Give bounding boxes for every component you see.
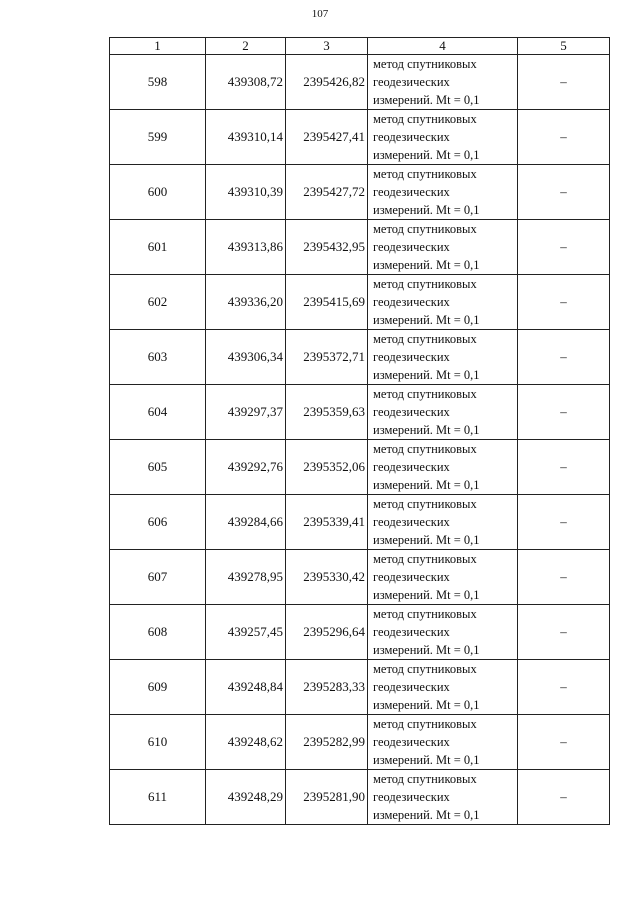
method-line: геодезических <box>373 185 450 199</box>
x-coordinate-cell: 439292,76 <box>206 440 286 495</box>
method-line: измерений. Mt = 0,1 <box>373 203 480 217</box>
point-number-cell: 610 <box>110 715 206 770</box>
x-coordinate-cell: 439278,95 <box>206 550 286 605</box>
y-coordinate-cell: 2395283,33 <box>286 660 368 715</box>
x-coordinate-cell: 439306,34 <box>206 330 286 385</box>
method-line: измерений. Mt = 0,1 <box>373 258 480 272</box>
point-number-cell: 602 <box>110 275 206 330</box>
coordinates-table <box>109 37 610 825</box>
method-line: метод спутниковых <box>373 167 477 181</box>
point-number-cell: 608 <box>110 605 206 660</box>
method-line: метод спутниковых <box>373 332 477 346</box>
method-line: измерений. Mt = 0,1 <box>373 698 480 712</box>
method-line: метод спутниковых <box>373 387 477 401</box>
method-line: метод спутниковых <box>373 662 477 676</box>
table-row <box>110 55 610 110</box>
note-cell: – <box>518 440 610 495</box>
method-line: измерений. Mt = 0,1 <box>373 93 480 107</box>
point-number-cell: 606 <box>110 495 206 550</box>
header-row <box>110 38 610 55</box>
y-coordinate-cell: 2395359,63 <box>286 385 368 440</box>
table-row <box>110 330 610 385</box>
method-line: измерений. Mt = 0,1 <box>373 148 480 162</box>
point-number-cell: 611 <box>110 770 206 825</box>
page-number: 107 <box>311 8 329 20</box>
method-cell <box>368 275 518 330</box>
y-coordinate-cell: 2395282,99 <box>286 715 368 770</box>
note-cell: – <box>518 110 610 165</box>
table-row <box>110 770 610 825</box>
point-number-cell: 598 <box>110 55 206 110</box>
y-coordinate-cell: 2395296,64 <box>286 605 368 660</box>
method-line: измерений. Mt = 0,1 <box>373 313 480 327</box>
method-line: измерений. Mt = 0,1 <box>373 478 480 492</box>
table-row <box>110 440 610 495</box>
table-row <box>110 715 610 770</box>
method-cell <box>368 550 518 605</box>
table-row <box>110 605 610 660</box>
note-cell: – <box>518 605 610 660</box>
method-line: измерений. Mt = 0,1 <box>373 533 480 547</box>
method-line: геодезических <box>373 460 450 474</box>
method-cell <box>368 770 518 825</box>
method-line: измерений. Mt = 0,1 <box>373 368 480 382</box>
method-line: геодезических <box>373 735 450 749</box>
table-row <box>110 660 610 715</box>
note-cell: – <box>518 220 610 275</box>
x-coordinate-cell: 439313,86 <box>206 220 286 275</box>
method-line: метод спутниковых <box>373 607 477 621</box>
point-number-cell: 600 <box>110 165 206 220</box>
x-coordinate-cell: 439336,20 <box>206 275 286 330</box>
y-coordinate-cell: 2395427,72 <box>286 165 368 220</box>
table-header <box>110 38 610 55</box>
method-line: метод спутниковых <box>373 497 477 511</box>
point-number-cell: 603 <box>110 330 206 385</box>
method-line: измерений. Mt = 0,1 <box>373 808 480 822</box>
y-coordinate-cell: 2395427,41 <box>286 110 368 165</box>
method-line: геодезических <box>373 350 450 364</box>
y-coordinate-cell: 2395330,42 <box>286 550 368 605</box>
point-number-cell: 601 <box>110 220 206 275</box>
method-line: геодезических <box>373 625 450 639</box>
method-cell <box>368 715 518 770</box>
method-line: геодезических <box>373 790 450 804</box>
header-col-4: 4 <box>368 38 518 55</box>
header-col-3: 3 <box>286 38 368 55</box>
method-line: геодезических <box>373 570 450 584</box>
note-cell: – <box>518 660 610 715</box>
y-coordinate-cell: 2395415,69 <box>286 275 368 330</box>
table-row <box>110 385 610 440</box>
y-coordinate-cell: 2395281,90 <box>286 770 368 825</box>
method-line: метод спутниковых <box>373 717 477 731</box>
method-cell <box>368 440 518 495</box>
note-cell: – <box>518 495 610 550</box>
method-line: геодезических <box>373 240 450 254</box>
method-cell <box>368 330 518 385</box>
x-coordinate-cell: 439308,72 <box>206 55 286 110</box>
method-line: измерений. Mt = 0,1 <box>373 643 480 657</box>
x-coordinate-cell: 439284,66 <box>206 495 286 550</box>
note-cell: – <box>518 165 610 220</box>
x-coordinate-cell: 439248,29 <box>206 770 286 825</box>
method-cell <box>368 605 518 660</box>
table-row <box>110 110 610 165</box>
y-coordinate-cell: 2395372,71 <box>286 330 368 385</box>
method-line: метод спутниковых <box>373 772 477 786</box>
note-cell: – <box>518 715 610 770</box>
method-line: метод спутниковых <box>373 442 477 456</box>
table-row <box>110 275 610 330</box>
x-coordinate-cell: 439297,37 <box>206 385 286 440</box>
y-coordinate-cell: 2395352,06 <box>286 440 368 495</box>
x-coordinate-cell: 439310,14 <box>206 110 286 165</box>
note-cell: – <box>518 550 610 605</box>
x-coordinate-cell: 439257,45 <box>206 605 286 660</box>
method-line: геодезических <box>373 515 450 529</box>
method-line: измерений. Mt = 0,1 <box>373 423 480 437</box>
point-number-cell: 604 <box>110 385 206 440</box>
method-line: измерений. Mt = 0,1 <box>373 753 480 767</box>
note-cell: – <box>518 275 610 330</box>
header-col-2: 2 <box>206 38 286 55</box>
point-number-cell: 609 <box>110 660 206 715</box>
method-cell <box>368 165 518 220</box>
point-number-cell: 599 <box>110 110 206 165</box>
x-coordinate-cell: 439310,39 <box>206 165 286 220</box>
method-line: геодезических <box>373 130 450 144</box>
method-line: метод спутниковых <box>373 277 477 291</box>
method-line: метод спутниковых <box>373 222 477 236</box>
table-row <box>110 550 610 605</box>
table-row <box>110 165 610 220</box>
header-col-1: 1 <box>110 38 206 55</box>
y-coordinate-cell: 2395432,95 <box>286 220 368 275</box>
note-cell: – <box>518 55 610 110</box>
method-cell <box>368 385 518 440</box>
table-body <box>110 55 610 825</box>
method-line: метод спутниковых <box>373 112 477 126</box>
method-line: геодезических <box>373 75 450 89</box>
point-number-cell: 607 <box>110 550 206 605</box>
note-cell: – <box>518 770 610 825</box>
header-col-5: 5 <box>518 38 610 55</box>
method-cell <box>368 220 518 275</box>
method-line: геодезических <box>373 405 450 419</box>
method-line: метод спутниковых <box>373 552 477 566</box>
x-coordinate-cell: 439248,84 <box>206 660 286 715</box>
method-line: геодезических <box>373 680 450 694</box>
method-line: геодезических <box>373 295 450 309</box>
table-row <box>110 495 610 550</box>
point-number-cell: 605 <box>110 440 206 495</box>
method-cell <box>368 110 518 165</box>
method-cell <box>368 660 518 715</box>
y-coordinate-cell: 2395426,82 <box>286 55 368 110</box>
method-cell <box>368 495 518 550</box>
y-coordinate-cell: 2395339,41 <box>286 495 368 550</box>
note-cell: – <box>518 385 610 440</box>
method-line: метод спутниковых <box>373 57 477 71</box>
x-coordinate-cell: 439248,62 <box>206 715 286 770</box>
method-line: измерений. Mt = 0,1 <box>373 588 480 602</box>
method-cell <box>368 55 518 110</box>
table-row <box>110 220 610 275</box>
note-cell: – <box>518 330 610 385</box>
